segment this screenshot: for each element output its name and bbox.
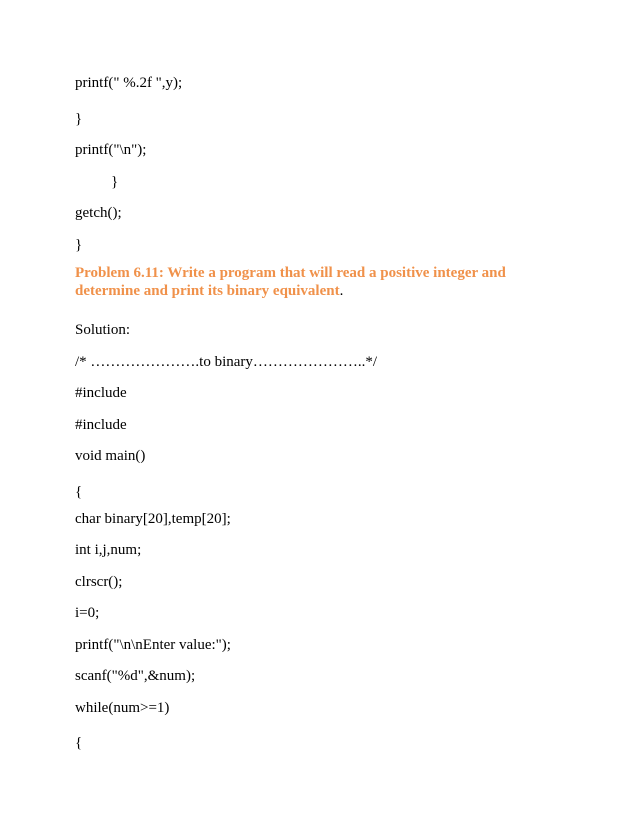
- solution-label: Solution:: [75, 322, 131, 338]
- code-comment: /* ………………….to binary…………………..*/: [75, 354, 378, 370]
- code-line: #include: [75, 417, 127, 433]
- code-line: printf(" %.2f ",y);: [75, 75, 183, 91]
- code-line: }: [111, 174, 119, 190]
- code-line: #include: [75, 385, 127, 401]
- problem-line-2: determine and print its binary equivalent: [75, 283, 340, 299]
- code-line: printf("\n\nEnter value:");: [75, 637, 231, 653]
- code-line: while(num>=1): [75, 700, 170, 716]
- code-line: clrscr();: [75, 574, 123, 590]
- code-line: scanf("%d",&num);: [75, 668, 196, 684]
- problem-statement: [75, 264, 575, 300]
- code-line: }: [75, 111, 83, 127]
- code-line: i=0;: [75, 605, 100, 621]
- code-line: printf("\n");: [75, 142, 147, 158]
- code-line: {: [75, 735, 83, 751]
- code-line: }: [75, 237, 83, 253]
- code-line: void main(): [75, 448, 146, 464]
- problem-period: .: [339, 283, 344, 299]
- problem-line-1: Problem 6.11: Write a program that will read a positive integer and: [75, 265, 506, 281]
- code-line: int i,j,num;: [75, 542, 142, 558]
- code-line: getch();: [75, 205, 122, 221]
- code-line: char binary[20],temp[20];: [75, 511, 231, 527]
- code-line: {: [75, 484, 83, 500]
